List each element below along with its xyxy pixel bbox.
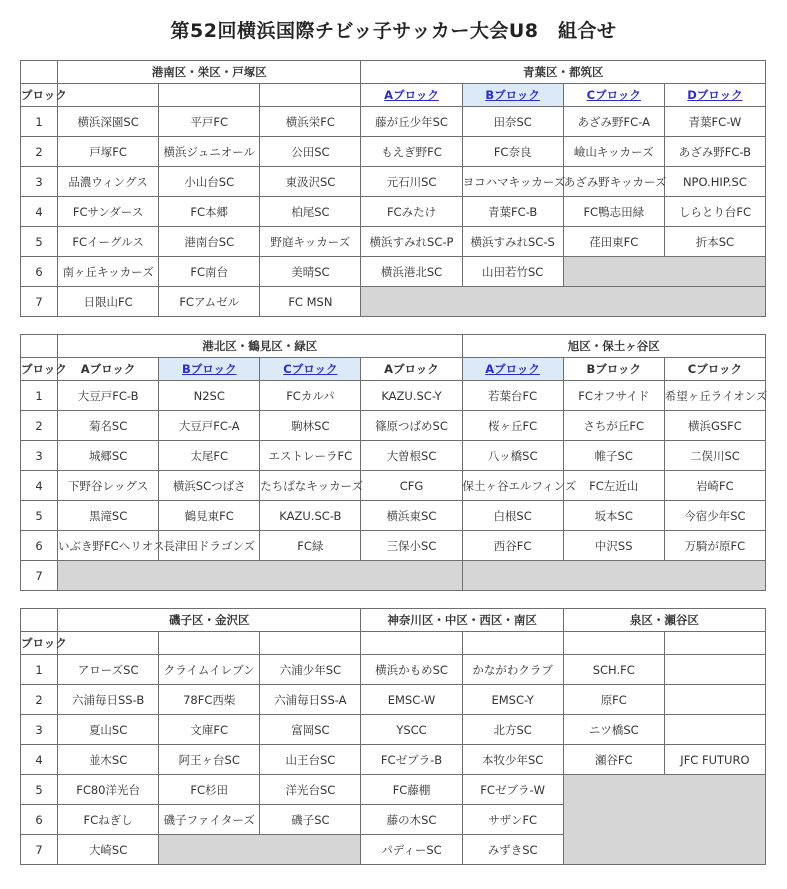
row-number: 5: [21, 227, 58, 257]
team-cell: 山王台SC: [260, 745, 361, 775]
team-cell: 横浜深園SC: [58, 107, 159, 137]
team-cell: 嶮山キッカーズ: [563, 137, 664, 167]
team-cell: KAZU.SC-B: [260, 501, 361, 531]
empty-cell: [563, 775, 765, 865]
block-header: [159, 84, 260, 107]
team-cell: 原FC: [563, 685, 664, 715]
team-cell: 万騎が原FC: [664, 531, 765, 561]
section1-table: [20, 60, 766, 317]
table-row: [21, 655, 766, 685]
team-cell: エストレーラFC: [260, 441, 361, 471]
block-link-b[interactable]: Bブロック: [159, 358, 260, 381]
area-header: 磯子区・金沢区: [58, 609, 361, 632]
team-cell: 横浜GSFC: [664, 411, 765, 441]
team-cell: 大豆戸FC-B: [58, 381, 159, 411]
team-cell: N2SC: [159, 381, 260, 411]
row-number: 2: [21, 411, 58, 441]
team-cell: パディーSC: [361, 835, 462, 865]
team-cell: 六浦毎日SS-B: [58, 685, 159, 715]
team-cell: 中沢SS: [563, 531, 664, 561]
team-cell: しらとり台FC: [664, 197, 765, 227]
team-cell: 折本SC: [664, 227, 765, 257]
team-cell: 長津田ドラゴンズ: [159, 531, 260, 561]
team-cell: FCゼブラ-W: [462, 775, 563, 805]
block-link-b[interactable]: Bブロック: [462, 84, 563, 107]
team-cell: 磯子ファイターズ: [159, 805, 260, 835]
empty-cell: [159, 835, 361, 865]
team-cell: 公田SC: [260, 137, 361, 167]
team-cell: FC80洋光台: [58, 775, 159, 805]
row-number: 7: [21, 835, 58, 865]
row-number: 6: [21, 531, 58, 561]
team-cell: 黒滝SC: [58, 501, 159, 531]
corner-cell: [21, 61, 58, 84]
team-cell: 港南台SC: [159, 227, 260, 257]
row-number: 2: [21, 137, 58, 167]
block-header: [58, 84, 159, 107]
team-cell: 坂本SC: [563, 501, 664, 531]
team-cell: FCイーグルス: [58, 227, 159, 257]
team-cell: 横浜港北SC: [361, 257, 462, 287]
team-cell: 城郷SC: [58, 441, 159, 471]
team-cell: いぶき野FCヘリオス: [58, 531, 159, 561]
team-cell: 洋光台SC: [260, 775, 361, 805]
team-cell: 太尾FC: [159, 441, 260, 471]
team-cell: 横浜栄FC: [260, 107, 361, 137]
row-number: 4: [21, 745, 58, 775]
table-row: [21, 471, 766, 501]
block-header: Cブロック: [664, 358, 765, 381]
row-number: 7: [21, 561, 58, 591]
row-number: 1: [21, 107, 58, 137]
table-row: [21, 257, 766, 287]
team-cell: 品濃ウィングス: [58, 167, 159, 197]
team-cell: 平戸FC: [159, 107, 260, 137]
team-cell: 六浦少年SC: [260, 655, 361, 685]
row-number: 3: [21, 441, 58, 471]
team-cell: 保土ヶ谷エルフィンズ: [462, 471, 563, 501]
section2-table: [20, 334, 766, 591]
block-header: [159, 632, 260, 655]
table-row: [21, 411, 766, 441]
block-column-header: ブロック: [21, 358, 58, 381]
team-cell: みずきSC: [462, 835, 563, 865]
team-cell: 鶴見東FC: [159, 501, 260, 531]
team-cell: 藤の木SC: [361, 805, 462, 835]
team-cell: NPO.HIP.SC: [664, 167, 765, 197]
table-row: [21, 441, 766, 471]
team-cell: ヨコハマキッカーズ: [462, 167, 563, 197]
block-link-a[interactable]: Aブロック: [462, 358, 563, 381]
team-cell: EMSC-W: [361, 685, 462, 715]
table-row: [21, 197, 766, 227]
team-cell: 三保小SC: [361, 531, 462, 561]
team-cell: さちが丘FC: [563, 411, 664, 441]
team-cell: 北方SC: [462, 715, 563, 745]
block-link-c[interactable]: Cブロック: [260, 358, 361, 381]
team-cell: 青葉FC-B: [462, 197, 563, 227]
team-cell: JFC FUTURO: [664, 745, 765, 775]
table-row: [21, 745, 766, 775]
team-cell: 柏尾SC: [260, 197, 361, 227]
table-row: [21, 167, 766, 197]
block-header: [664, 632, 765, 655]
team-cell: 横浜ジュニオール: [159, 137, 260, 167]
team-cell: 富岡SC: [260, 715, 361, 745]
team-cell: あざみ野キッカーズ: [563, 167, 664, 197]
block-header: [58, 632, 159, 655]
team-cell: クライムイレブン: [159, 655, 260, 685]
table-row: [21, 775, 766, 805]
row-number: 2: [21, 685, 58, 715]
team-cell: [664, 685, 765, 715]
team-cell: ニツ橋SC: [563, 715, 664, 745]
team-cell: 瀬谷FC: [563, 745, 664, 775]
team-cell: 戸塚FC: [58, 137, 159, 167]
block-header: [260, 84, 361, 107]
team-cell: KAZU.SC-Y: [361, 381, 462, 411]
team-cell: アローズSC: [58, 655, 159, 685]
team-cell: サザンFC: [462, 805, 563, 835]
team-cell: FCみたけ: [361, 197, 462, 227]
team-cell: FC緑: [260, 531, 361, 561]
row-number: 6: [21, 257, 58, 287]
team-cell: 横浜東SC: [361, 501, 462, 531]
team-cell: 元石川SC: [361, 167, 462, 197]
team-cell: FCサンダース: [58, 197, 159, 227]
team-cell: あざみ野FC-A: [563, 107, 664, 137]
team-cell: FC本郷: [159, 197, 260, 227]
team-cell: 白根SC: [462, 501, 563, 531]
team-cell: 田奈SC: [462, 107, 563, 137]
team-cell: 若葉台FC: [462, 381, 563, 411]
area-header: 港北区・鶴見区・緑区: [58, 335, 463, 358]
team-cell: [664, 655, 765, 685]
team-cell: 横浜すみれSC-S: [462, 227, 563, 257]
row-number: 4: [21, 197, 58, 227]
area-header: 泉区・瀬谷区: [563, 609, 765, 632]
corner-cell: [21, 609, 58, 632]
team-cell: もえぎ野FC: [361, 137, 462, 167]
block-link-c[interactable]: Cブロック: [563, 84, 664, 107]
block-header: [260, 632, 361, 655]
block-header: Bブロック: [563, 358, 664, 381]
team-cell: FCアムゼル: [159, 287, 260, 317]
team-cell: FCゼブラ-B: [361, 745, 462, 775]
team-cell: 菊名SC: [58, 411, 159, 441]
team-cell: [664, 715, 765, 745]
table-row: [21, 227, 766, 257]
team-cell: 桜ヶ丘FC: [462, 411, 563, 441]
team-cell: 西谷FC: [462, 531, 563, 561]
area-header: 青葉区・都筑区: [361, 61, 766, 84]
team-cell: 本牧少年SC: [462, 745, 563, 775]
row-number: 7: [21, 287, 58, 317]
table-row: [21, 561, 766, 591]
block-link-d[interactable]: Dブロック: [664, 84, 765, 107]
team-cell: 磯子SC: [260, 805, 361, 835]
team-cell: 二俣川SC: [664, 441, 765, 471]
team-cell: CFG: [361, 471, 462, 501]
block-header: Aブロック: [361, 358, 462, 381]
team-cell: あざみ野FC-B: [664, 137, 765, 167]
team-cell: 岩崎FC: [664, 471, 765, 501]
team-cell: 美晴SC: [260, 257, 361, 287]
table-row: [21, 287, 766, 317]
team-cell: 小山台SC: [159, 167, 260, 197]
team-cell: たちばなキッカーズ: [260, 471, 361, 501]
row-number: 6: [21, 805, 58, 835]
team-cell: FC南台: [159, 257, 260, 287]
row-number: 5: [21, 775, 58, 805]
team-cell: 野庭キッカーズ: [260, 227, 361, 257]
team-cell: 阿王ヶ台SC: [159, 745, 260, 775]
team-cell: YSCC: [361, 715, 462, 745]
team-cell: FC藤棚: [361, 775, 462, 805]
team-cell: 大豆戸FC-A: [159, 411, 260, 441]
team-cell: 篠原つばめSC: [361, 411, 462, 441]
block-link-a[interactable]: Aブロック: [361, 84, 462, 107]
team-cell: 青葉FC-W: [664, 107, 765, 137]
team-cell: 大崎SC: [58, 835, 159, 865]
team-cell: 下野谷レッグス: [58, 471, 159, 501]
team-cell: 南ヶ丘キッカーズ: [58, 257, 159, 287]
table-row: [21, 685, 766, 715]
section3-table: [20, 608, 766, 865]
row-number: 3: [21, 167, 58, 197]
team-cell: FC左近山: [563, 471, 664, 501]
table-row: [21, 715, 766, 745]
team-cell: 帷子SC: [563, 441, 664, 471]
area-header: 旭区・保土ヶ谷区: [462, 335, 765, 358]
team-cell: 横浜すみれSC-P: [361, 227, 462, 257]
team-cell: 78FC西柴: [159, 685, 260, 715]
team-cell: 今宿少年SC: [664, 501, 765, 531]
team-cell: FCオフサイド: [563, 381, 664, 411]
corner-cell: [21, 335, 58, 358]
team-cell: 横浜SCつばさ: [159, 471, 260, 501]
empty-cell: [58, 561, 463, 591]
block-header: [462, 632, 563, 655]
team-cell: 並木SC: [58, 745, 159, 775]
block-header: Aブロック: [58, 358, 159, 381]
page-title: 第52回横浜国際チビッ子サッカー大会U8 組合せ: [170, 20, 617, 42]
table-row: [21, 107, 766, 137]
table-row: [21, 381, 766, 411]
team-cell: 希望ヶ丘ライオンズ: [664, 381, 765, 411]
team-cell: FC MSN: [260, 287, 361, 317]
team-cell: 夏山SC: [58, 715, 159, 745]
team-cell: 荏田東FC: [563, 227, 664, 257]
row-number: 4: [21, 471, 58, 501]
block-column-header: ブロック: [21, 632, 58, 655]
team-cell: 日限山FC: [58, 287, 159, 317]
team-cell: 駒林SC: [260, 411, 361, 441]
team-cell: かながわクラブ: [462, 655, 563, 685]
team-cell: 横浜かもめSC: [361, 655, 462, 685]
team-cell: 文庫FC: [159, 715, 260, 745]
empty-cell: [361, 287, 766, 317]
team-cell: 東汲沢SC: [260, 167, 361, 197]
table-row: [21, 531, 766, 561]
team-cell: FC杉田: [159, 775, 260, 805]
team-cell: FC鴨志田緑: [563, 197, 664, 227]
team-cell: 山田若竹SC: [462, 257, 563, 287]
block-column-header: ブロック: [21, 84, 58, 107]
table-row: [21, 501, 766, 531]
team-cell: FCねぎし: [58, 805, 159, 835]
row-number: 1: [21, 655, 58, 685]
area-header: 港南区・栄区・戸塚区: [58, 61, 361, 84]
empty-cell: [462, 561, 765, 591]
table-row: [21, 137, 766, 167]
team-cell: FCカルパ: [260, 381, 361, 411]
team-cell: 六浦毎日SS-A: [260, 685, 361, 715]
block-header: [361, 632, 462, 655]
area-header: 神奈川区・中区・西区・南区: [361, 609, 563, 632]
team-cell: 藤が丘少年SC: [361, 107, 462, 137]
team-cell: FC奈良: [462, 137, 563, 167]
team-cell: 八ッ橋SC: [462, 441, 563, 471]
team-cell: EMSC-Y: [462, 685, 563, 715]
block-header: [563, 632, 664, 655]
row-number: 1: [21, 381, 58, 411]
row-number: 5: [21, 501, 58, 531]
empty-cell: [563, 257, 765, 287]
team-cell: 大曽根SC: [361, 441, 462, 471]
row-number: 3: [21, 715, 58, 745]
team-cell: SCH.FC: [563, 655, 664, 685]
